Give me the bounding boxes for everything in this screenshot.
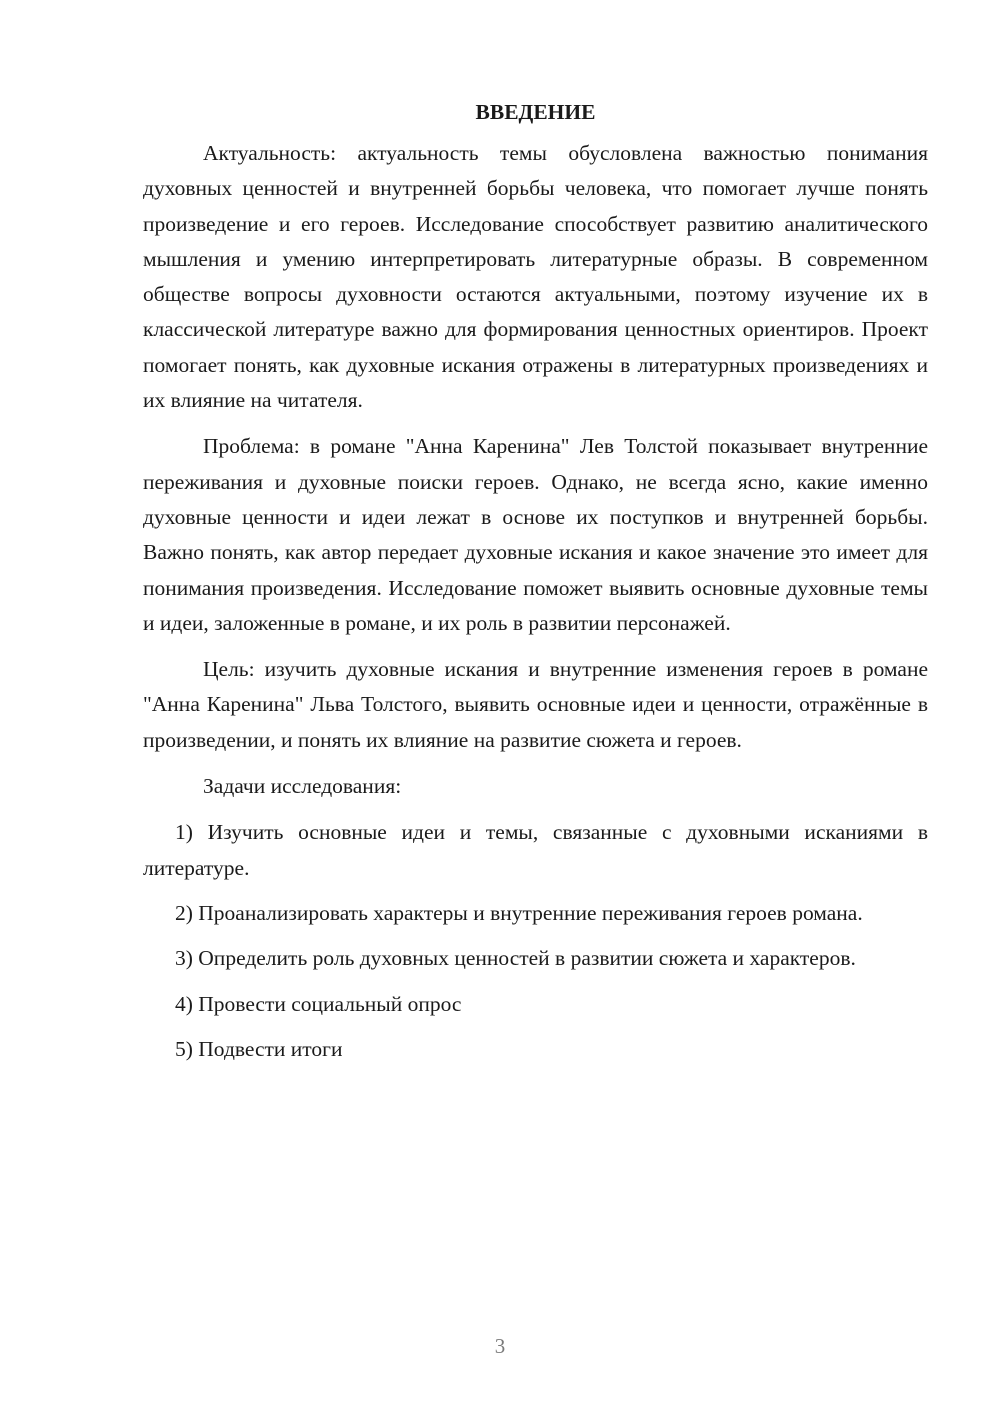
page-content — [143, 96, 928, 1077]
task-item: 2) Проанализировать характеры и внутренние переживания героев романа. — [175, 900, 863, 925]
relevance-paragraph: Актуальность: актуальность темы обусловлена важностью понимания духовных ценностей и внутренней борьбы человека, что помогает лучше понять произведение и его героев. Исследование способствует развитию аналитического мышления и умению интерпретировать литературные образы. В современном обществе вопросы духовности остаются актуальными, поэтому изучение их в классической литературе важно для формирования ценностных ориентиров. Проект помогает понять, как духовные искания отражены в литературных произведениях и их влияние на читателя. — [143, 141, 928, 413]
task-item: 3) Определить роль духовных ценностей в развитии сюжета и характеров. — [175, 946, 856, 971]
tasks-heading: Задачи исследования: — [203, 774, 402, 799]
task-item: 1) Изучить основные идеи и темы, связанные с духовными исканиями в литературе. — [143, 820, 928, 880]
section-title: ВВЕДЕНИЕ — [475, 100, 596, 124]
page-number: 3 — [494, 1334, 506, 1358]
problem-paragraph: Проблема: в романе "Анна Каренина" Лев Толстой показывает внутренние переживания и духовные поиски героев. Однако, не всегда ясно, какие именно духовные ценности и идеи лежат в основе их поступков и внутренней борьбы. Важно понять, как автор передает духовные искания и какое значение это имеет для понимания произведения. Исследование поможет выявить основные духовные темы и идеи, заложенные в романе, и их роль в развитии персонажей. — [143, 434, 928, 635]
task-item: 5) Подвести итоги — [175, 1036, 343, 1061]
goal-paragraph: Цель: изучить духовные искания и внутренние изменения героев в романе "Анна Каренина" Льва Толстого, выявить основные идеи и ценности, отражённые в произведении, и понять их влияние на развитие сюжета и героев. — [143, 657, 928, 752]
task-item: 4) Провести социальный опрос — [175, 991, 462, 1016]
